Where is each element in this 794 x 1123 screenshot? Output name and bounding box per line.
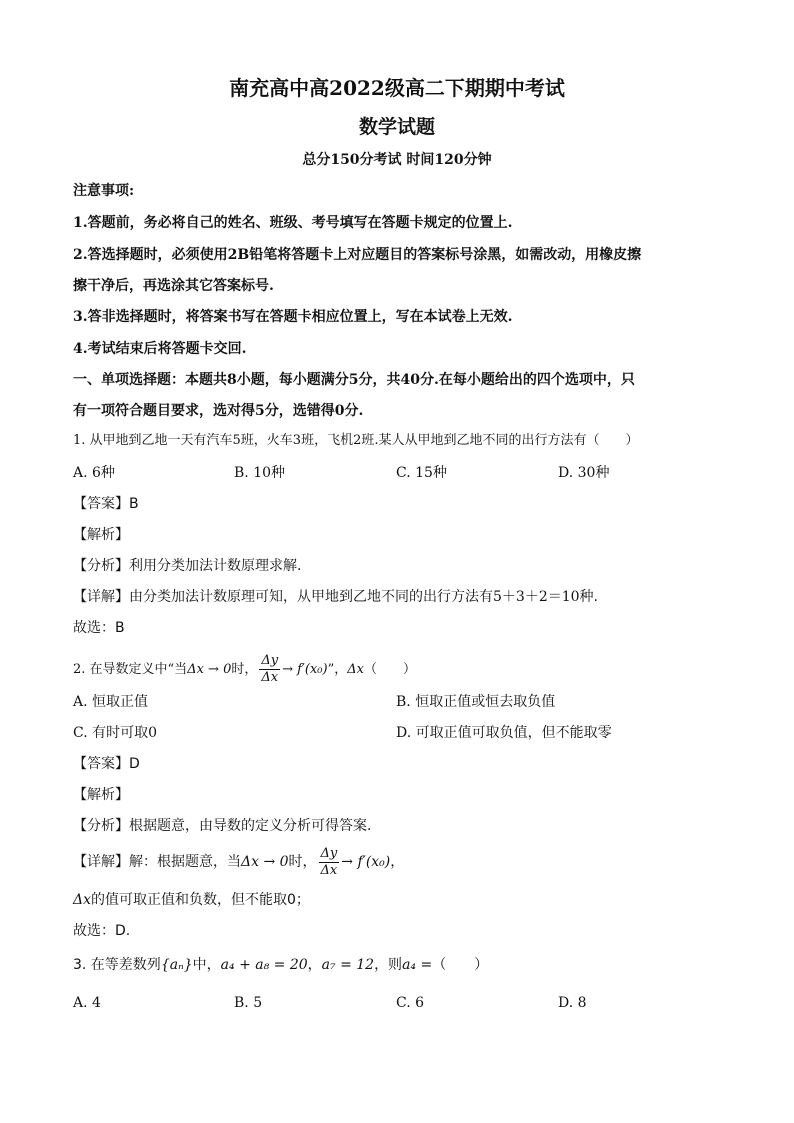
q3-stem-prefix: 3. 在等差数列 xyxy=(73,957,161,973)
q3-option-b: B. 5 xyxy=(234,995,263,1011)
q2-xj-frac-den: Δx xyxy=(320,862,338,878)
q1-xiangjie-text: 【详解】由分类加法计数原理可知，从甲地到乙地不同的出行方法有 xyxy=(73,589,493,605)
q1-option-b: B. 10种 xyxy=(234,465,286,481)
q3-target: a₄ = xyxy=(402,957,433,973)
exam-meta: 总分150分考试 时间120分钟 xyxy=(302,152,492,168)
q3-option-d: D. 8 xyxy=(558,995,587,1011)
q1-fenxi: 【分析】利用分类加法计数原理求解. xyxy=(73,558,302,574)
q2-stem-end: （ ） xyxy=(363,662,416,677)
section-heading-cont: 有一项符合题目要求，选对得5分，选错得0分. xyxy=(73,403,364,419)
q1-option-c: C. 15种 xyxy=(396,465,447,481)
q2-xiangjie-text: 【详解】解：根据题意，当 xyxy=(73,854,241,870)
question-3-stem xyxy=(73,955,488,975)
q1-choose: 故选：B xyxy=(73,620,125,636)
q1-xiangjie-tail: 种. xyxy=(579,589,598,605)
q2-option-d: D. 可取正值可取负值，但不能取零 xyxy=(396,725,612,741)
note-item-1: 1.答题前，务必将自己的姓名、班级、考号填写在答题卡规定的位置上. xyxy=(73,215,513,231)
question-2-stem xyxy=(73,652,416,688)
q2-stem-var: Δx xyxy=(347,662,364,677)
note-item-3: 3.答非选择题时，将答案书写在答题卡相应位置上，写在本试卷上无效. xyxy=(73,309,513,325)
q2-jiexi: 【解析】 xyxy=(73,787,129,803)
q2-option-b: B. 恒取正值或恒去取负值 xyxy=(396,694,556,710)
q2-xiangjie-fraction xyxy=(319,846,340,879)
q2-option-c: C. 有时可取0 xyxy=(73,725,158,741)
q2-xiangjie-tail: ， xyxy=(390,854,405,870)
q2-xj-frac-num: Δy xyxy=(320,845,338,861)
q3-eq2: a₇ = 12 xyxy=(321,957,375,973)
q3-stem-end: （ ） xyxy=(432,957,489,973)
notes-heading: 注意事项: xyxy=(73,183,135,199)
q1-xiangjie-expr: 5＋3＋2＝10 xyxy=(493,589,580,605)
q2-stem-prefix: 2. 在导数定义中“当 xyxy=(73,662,188,677)
q2-xiangjie xyxy=(73,844,404,880)
q2-fenxi: 【分析】根据题意，由导数的定义分析可得答案. xyxy=(73,818,372,834)
q2-line2-text: 的值可取正值和负数，但不能取0； xyxy=(91,892,310,908)
q2-stem-arrow: → f′(x₀) xyxy=(282,662,328,677)
exam-subject: 数学试题 xyxy=(358,116,435,138)
q1-xiangjie xyxy=(73,587,598,607)
q1-jiexi: 【解析】 xyxy=(73,527,129,543)
q2-xiangjie-cond: Δx → 0 xyxy=(241,854,289,870)
q2-stem-fraction xyxy=(259,653,280,686)
q2-xiangjie-arrow: → f′(x₀) xyxy=(341,854,391,870)
q1-option-a: A. 6种 xyxy=(73,465,115,481)
q3-sep: ， xyxy=(307,957,322,973)
note-item-2: 2.答选择题时，必须使用2B铅笔将答题卡上对应题目的答案标号涂黑，如需改动，用橡皮擦 xyxy=(73,247,642,263)
q2-xiangjie-line2 xyxy=(73,890,310,910)
q2-frac-den: Δx xyxy=(261,670,279,685)
question-1-stem: 1. 从甲地到乙地一天有汽车5班，火车3班，飞机2班.某人从甲地到乙地不同的出行方法有（ ） xyxy=(73,433,639,448)
q1-option-d: D. 30种 xyxy=(558,465,610,481)
q3-seq: {aₙ} xyxy=(160,957,193,973)
q2-line2-var: Δx xyxy=(73,892,92,908)
q2-answer: 【答案】D xyxy=(73,756,140,772)
q2-stem-cond: Δx → 0 xyxy=(187,662,232,677)
q3-stem-mid1: 中， xyxy=(192,957,221,973)
note-item-2-cont: 擦干净后，再选涂其它答案标号. xyxy=(73,278,274,294)
q3-option-c: C. 6 xyxy=(396,995,425,1011)
section-heading: 一、单项选择题：本题共8小题，每小题满分5分，共40分.在每小题给出的四个选项中，只 xyxy=(73,372,635,388)
note-item-4: 4.考试结束后将答题卡交回. xyxy=(73,341,247,357)
q2-choose: 故选：D. xyxy=(73,923,131,939)
exam-title: 南充高中高2022级高二下期期中考试 xyxy=(229,76,565,100)
q3-eq1: a₄ + a₈ = 20 xyxy=(220,957,308,973)
q3-stem-mid2: ，则 xyxy=(374,957,403,973)
q2-stem-suffix: ”， xyxy=(327,662,348,677)
q2-option-a: A. 恒取正值 xyxy=(73,694,149,710)
q2-stem-mid: 时， xyxy=(231,662,258,677)
q2-xiangjie-mid: 时， xyxy=(288,854,317,870)
q2-frac-num: Δy xyxy=(261,653,279,668)
q1-answer: 【答案】B xyxy=(73,496,139,512)
q3-option-a: A. 4 xyxy=(73,995,101,1011)
